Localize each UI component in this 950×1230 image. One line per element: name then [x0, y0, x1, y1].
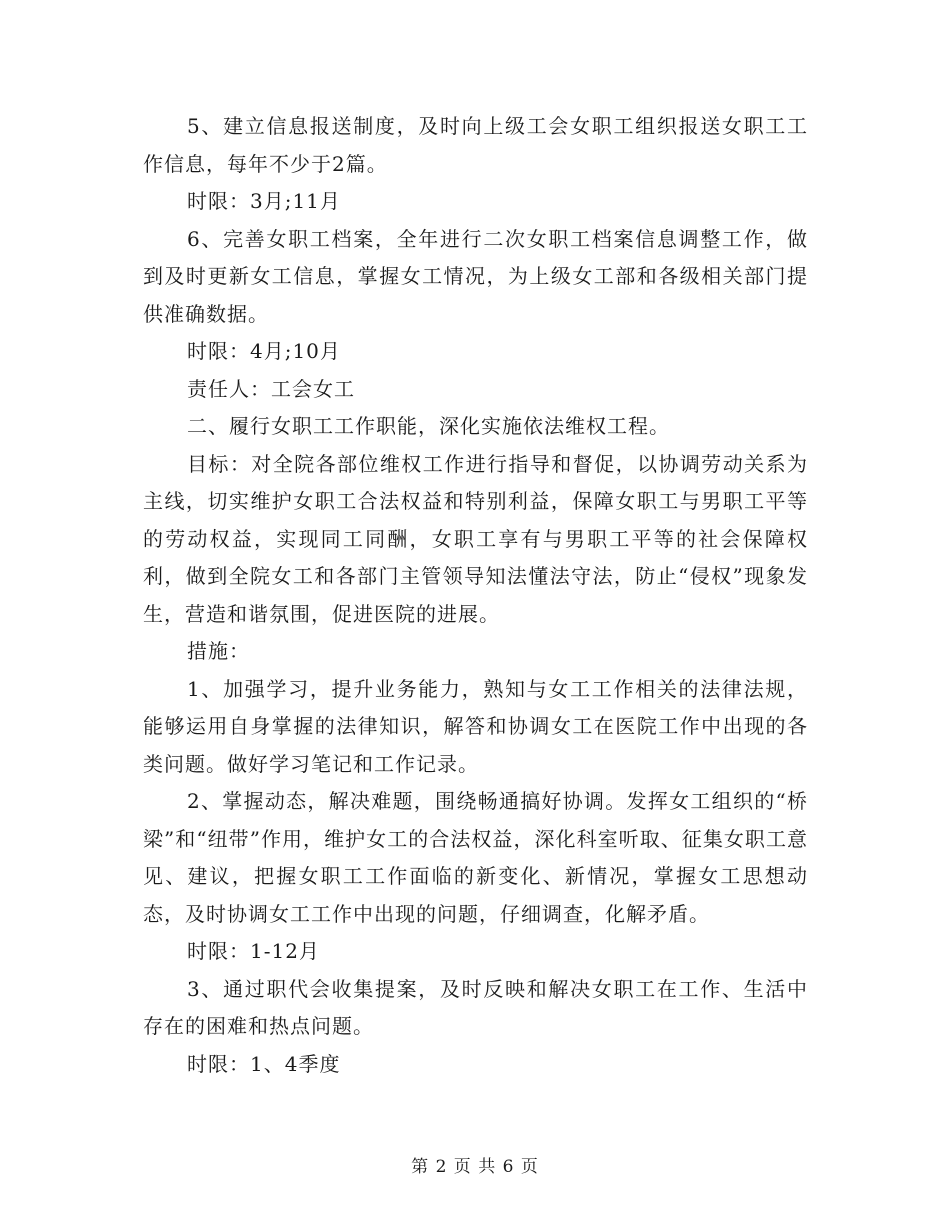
page-number-footer: 第 2 页 共 6 页 — [411, 1157, 539, 1177]
measure-item-1: 1、加强学习，提升业务能力，熟知与女工工作相关的法律法规，能够运用自身掌握的法律知识，解答和协调女工在医院工作中出现的各类问题。做好学习笔记和工作记录。 — [143, 676, 808, 776]
deadline-paragraph: 时限：3月;11月 — [187, 189, 341, 213]
paragraph-item-5: 5、建立信息报送制度，及时向上级工会女职工组织报送女职工工作信息，每年不少于2篇。 — [143, 114, 808, 176]
document-body — [143, 108, 808, 1083]
goal-paragraph: 目标：对全院各部位维权工作进行指导和督促，以协调劳动关系为主线，切实维护女职工合法权益和特别利益，保障女职工与男职工平等的劳动权益，实现同工同酬，女职工享有与男职工平等的社会保障权利，做到全院女工和各部门主管领导知法懂法守法，防止“侵权”现象发生，营造和谐氛围，促进医院的进展。 — [143, 451, 808, 626]
section-heading: 二、履行女职工工作职能，深化实施依法维权工程。 — [187, 414, 670, 438]
measure-item-2: 2、掌握动态，解决难题，围绕畅通搞好协调。发挥女工组织的“桥梁”和“纽带”作用，维护女工的合法权益，深化科室听取、征集女职工意见、建议，把握女职工工作面临的新变化、新情况，掌握女工思想动态，及时协调女工工作中出现的问题，仔细调查，化解矛盾。 — [143, 789, 808, 926]
responsible-person-paragraph: 责任人：工会女工 — [187, 376, 355, 401]
paragraph-item-6: 6、完善女职工档案，全年进行二次女职工档案信息调整工作，做到及时更新女工信息，掌握女工情况，为上级女工部和各级相关部门提供准确数据。 — [143, 226, 808, 326]
measure-item-3: 3、通过职代会收集提案，及时反映和解决女职工在工作、生活中存在的困难和热点问题。 — [143, 976, 808, 1038]
measures-label: 措施： — [187, 639, 250, 663]
deadline-paragraph: 时限：1、4季度 — [187, 1051, 341, 1076]
deadline-paragraph: 时限：1-12月 — [187, 939, 320, 963]
deadline-paragraph: 时限：4月;10月 — [187, 339, 341, 363]
